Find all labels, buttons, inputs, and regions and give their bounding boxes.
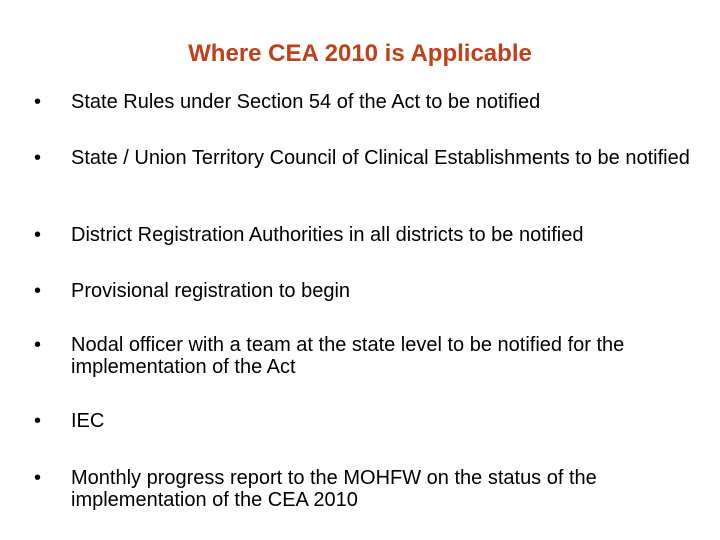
bullet-dot-icon: •	[34, 410, 42, 432]
bullet-item	[34, 147, 694, 169]
bullet-dot-icon: •	[34, 467, 42, 489]
bullet-text: IEC	[71, 410, 105, 432]
bullet-item	[34, 91, 694, 113]
bullet-text: Provisional registration to begin	[71, 280, 351, 302]
bullet-item	[34, 280, 694, 302]
bullet-text: Nodal officer with a team at the state level to be notified for the implementation of the Act	[71, 334, 625, 378]
bullet-item	[34, 410, 694, 432]
bullet-text: Monthly progress report to the MOHFW on the status of the implementation of the CEA 2010	[71, 467, 597, 511]
bullet-dot-icon: •	[34, 91, 42, 113]
bullet-item	[34, 224, 694, 246]
bullet-text: State / Union Territory Council of Clinical Establishments to be notified	[71, 147, 690, 169]
slide-title: Where CEA 2010 is Applicable	[188, 40, 532, 67]
bullet-dot-icon: •	[34, 280, 42, 302]
bullet-text: State Rules under Section 54 of the Act to be notified	[71, 91, 541, 113]
bullet-item	[34, 334, 694, 378]
bullet-dot-icon: •	[34, 224, 42, 246]
bullet-text: District Registration Authorities in all districts to be notified	[71, 224, 584, 246]
bullet-dot-icon: •	[34, 334, 42, 356]
bullet-dot-icon: •	[34, 147, 42, 169]
bullet-item	[34, 467, 694, 511]
